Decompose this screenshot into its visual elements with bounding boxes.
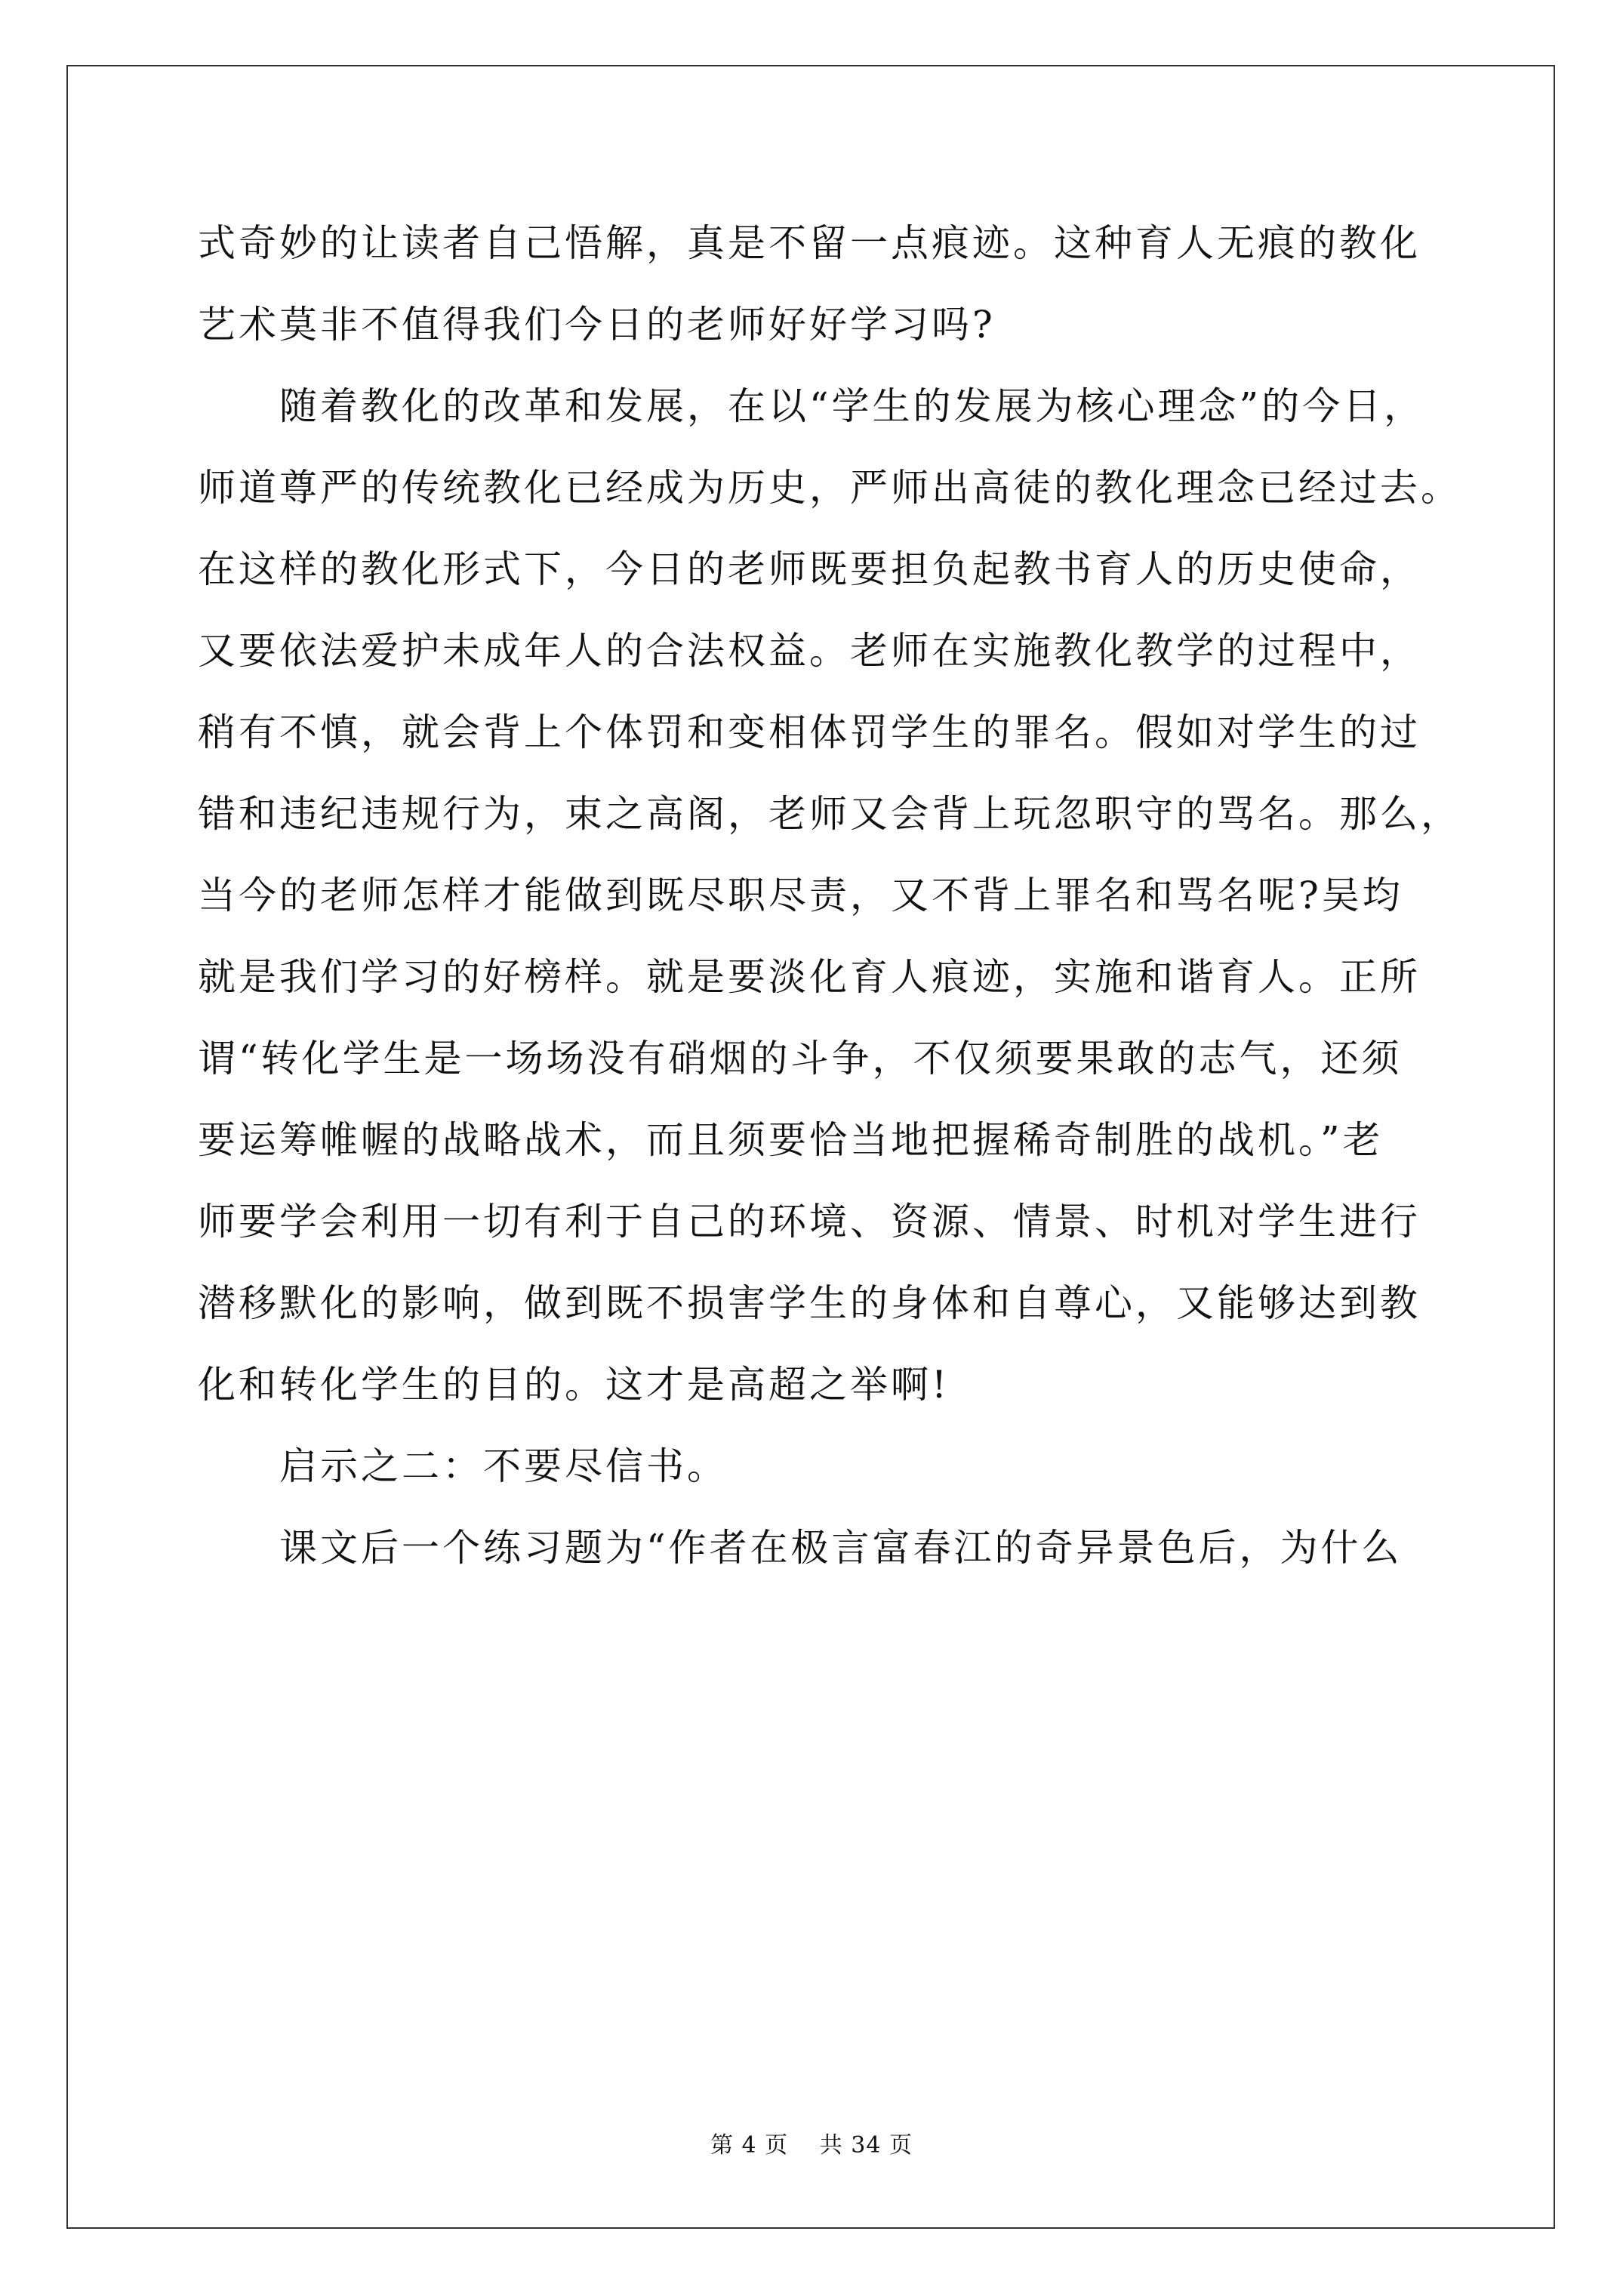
text-line: 就是我们学习的好榜样。就是要淡化育人痕迹，实施和谐育人。正所 <box>198 955 1421 999</box>
text-line: 潜移默化的影响，做到既不损害学生的身体和自尊心，又能够达到教 <box>198 1281 1421 1325</box>
text-line: 艺术莫非不值得我们今日的老师好好学习吗? <box>198 303 996 347</box>
text-line: 谓“转化学生是一场场没有硝烟的斗争，不仅须要果敢的志气，还须 <box>198 1037 1403 1080</box>
text-line: 错和违纪违规行为，束之高阁，老师又会背上玩忽职守的骂名。那么， <box>198 792 1461 836</box>
text-line: 启示之二：不要尽信书。 <box>198 1444 728 1488</box>
text-line: 化和转化学生的目的。这才是高超之举啊! <box>198 1363 950 1407</box>
text-line: 稍有不慎，就会背上个体罚和变相体罚学生的罪名。假如对学生的过 <box>198 710 1421 754</box>
text-line: 要运筹帷幄的战略战术，而且须要恰当地把握稀奇制胜的战机。”老 <box>198 1118 1384 1162</box>
text-line: 又要依法爱护未成年人的合法权益。老师在实施教化教学的过程中， <box>198 629 1421 673</box>
text-line: 当今的老师怎样才能做到既尽职尽责，又不背上罪名和骂名呢?吴均 <box>198 874 1403 917</box>
text-line: 课文后一个练习题为“作者在极言富春江的奇异景色后，为什么 <box>198 1526 1403 1570</box>
text-line: 师道尊严的传统教化已经成为历史，严师出高徒的教化理念已经过去。 <box>198 466 1461 510</box>
text-line: 式奇妙的让读者自己悟解，真是不留一点痕迹。这种育人无痕的教化 <box>198 221 1421 265</box>
text-line: 在这样的教化形式下，今日的老师既要担负起教书育人的历史使命， <box>198 547 1421 591</box>
page-number-footer: 第 4 页 共 34 页 <box>710 2132 913 2159</box>
text-line: 随着教化的改革和发展，在以“学生的发展为核心理念”的今日， <box>198 384 1425 428</box>
text-line: 师要学会利用一切有利于自己的环境、资源、情景、时机对学生进行 <box>198 1200 1421 1244</box>
